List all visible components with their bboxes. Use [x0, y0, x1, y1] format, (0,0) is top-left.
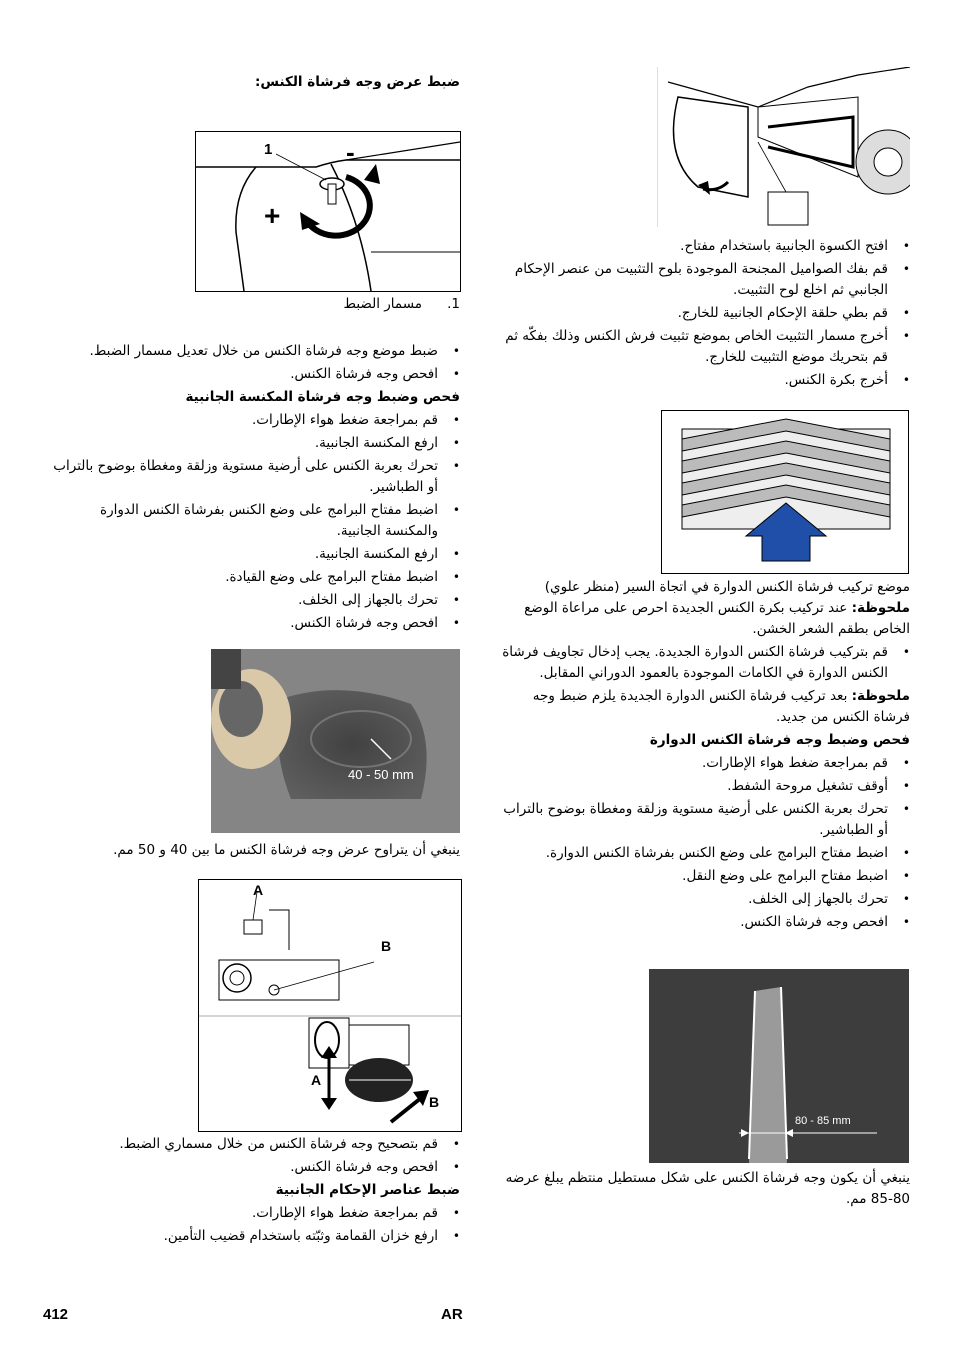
- right-text-block-1: [500, 236, 910, 393]
- list-item: • افحص وجه فرشاة الكنس.: [50, 364, 438, 385]
- label-a-bottom: A: [311, 1072, 322, 1088]
- list-item: • ارفع المكنسة الجانبية.: [50, 433, 438, 454]
- list-item: • قم بمراجعة ضغط هواء الإطارات.: [50, 410, 438, 431]
- caption: ينبغي أن يتراوح عرض وجه فرشاة الكنس ما بين 40 و 50 مم.: [113, 842, 460, 858]
- list-item: • ارفع خزان القمامة وثبّته باستخدام قضيب التأمين.: [50, 1226, 438, 1247]
- list-item: • أخرج مسمار التثبيت الخاص بموضع تثبيت فرش الكنس وذلك بفكّه ثم قم بتحريك موضع التثبيت للخارج.: [500, 326, 888, 368]
- list-item: • افحص وجه فرشاة الكنس.: [50, 613, 438, 634]
- left-text-block-1: [50, 341, 460, 636]
- photo-left-caption: [50, 840, 460, 861]
- photo-roller-pattern: [649, 969, 909, 1163]
- callout-1: 1: [264, 141, 273, 158]
- minus-sign: -: [346, 137, 355, 167]
- note-label: ملحوظة:: [851, 688, 910, 704]
- list-item: • افحص وجه فرشاة الكنس.: [500, 912, 888, 933]
- figure-adjust-screw: [195, 131, 461, 292]
- dimension-label: 80 - 85 mm: [795, 1115, 851, 1127]
- list-item: • اضبط مفتاح البرامج على وضع الكنس بفرشاة الكنس الدوارة والمكنسة الجانبية.: [50, 500, 438, 542]
- caption-number: 1.: [447, 296, 460, 312]
- list-item: • تحرك بالجهاز إلى الخلف.: [500, 889, 888, 910]
- list-item: • قم بتركيب فرشاة الكنس الدوارة الجديدة. يجب إدخال تجاويف فرشاة الكنس الدوارة في الكامات الموجودة بالعمود الدوراني المقابل.: [500, 642, 888, 684]
- left-title: [50, 70, 460, 95]
- locking-heading: ضبط عناصر الإحكام الجانبية: [275, 1182, 460, 1198]
- list-item: • تحرك بعربة الكنس على أرضية مستوية وزلقة ومغطاة بوضوح بالتراب أو الطباشير.: [500, 799, 888, 841]
- list-item: • قم بتصحيح وجه فرشاة الكنس من خلال مسماري الضبط.: [50, 1134, 438, 1155]
- list-item: • اضبط مفتاح البرامج على وضع القيادة.: [50, 567, 438, 588]
- roller-heading: فحص وضبط وجه فرشاة الكنس الدوارة: [649, 732, 910, 748]
- page-number: 412: [43, 1306, 69, 1323]
- figure1-caption: [50, 294, 460, 315]
- dimension-label: 40 - 50 mm: [348, 767, 414, 782]
- photo-right-caption: [500, 1168, 910, 1210]
- note-2: [500, 686, 910, 728]
- right-text-block-2: [500, 577, 910, 935]
- side-broom-heading: فحص وضبط وجه فرشاة المكنسة الجانبية: [185, 389, 460, 405]
- list-item: • اضبط مفتاح البرامج على وضع الكنس بفرشاة الكنس الدوارة.: [500, 843, 888, 864]
- figure-adjust-points: [198, 879, 462, 1132]
- plus-sign: +: [264, 200, 281, 231]
- list-item: • أوقف تشغيل مروحة الشفط.: [500, 776, 888, 797]
- list-item: • افتح الكسوة الجانبية باستخدام مفتاح.: [500, 236, 888, 257]
- list-item: • قم بطي حلقة الإحكام الجانبية للخارج.: [500, 303, 888, 324]
- chevron-caption: موضع تركيب فرشاة الكنس الدوارة في اتجاة السير (منظر علوي): [544, 579, 910, 595]
- list-item: • قم بمراجعة ضغط هواء الإطارات.: [500, 753, 888, 774]
- caption-text: مسمار الضبط: [343, 296, 422, 312]
- list-item: • قم بفك الصواميل المجنحة الموجودة بلوح التثبيت من عنصر الإحكام الجانبي ثم اخلع لوح التثبيت.: [500, 259, 888, 301]
- note-label: ملحوظة:: [851, 600, 910, 616]
- section-title-face-width: ضبط عرض وجه فرشاة الكنس:: [255, 74, 460, 90]
- note-1: [500, 598, 910, 640]
- list-item: • اضبط مفتاح البرامج على وضع النقل.: [500, 866, 888, 887]
- label-b-top: B: [381, 938, 392, 954]
- language-code: AR: [441, 1306, 463, 1323]
- list-item: • أخرج بكرة الكنس.: [500, 370, 888, 391]
- label-b-bottom: B: [429, 1094, 440, 1110]
- list-item: • تحرك بالجهاز إلى الخلف.: [50, 590, 438, 611]
- photo-side-broom-pattern: [211, 649, 460, 833]
- left-text-block-2: [50, 1134, 460, 1249]
- list-item: • ارفع المكنسة الجانبية.: [50, 544, 438, 565]
- note-text: عند تركيب بكرة الكنس الجديدة احرص على مراعاة الوضع الخاص بطقم الشعر الخشن.: [524, 600, 910, 637]
- list-item: • قم بمراجعة ضغط هواء الإطارات.: [50, 1203, 438, 1224]
- label-a-top: A: [253, 882, 264, 898]
- note-text: بعد تركيب فرشاة الكنس الدوارة الجديدة يلزم ضبط وجه فرشاة الكنس من جديد.: [532, 688, 910, 725]
- figure-side-panel: [657, 67, 910, 227]
- caption: ينبغي أن يكون وجه فرشاة الكنس على شكل مستطيل منتظم يبلغ عرضه 80-85 مم.: [505, 1170, 910, 1207]
- list-item: • ضبط موضع وجه فرشاة الكنس من خلال تعديل مسمار الضبط.: [50, 341, 438, 362]
- list-item: • افحص وجه فرشاة الكنس.: [50, 1157, 438, 1178]
- list-item: • تحرك بعربة الكنس على أرضية مستوية وزلقة ومغطاة بوضوح بالتراب أو الطباشير.: [50, 456, 438, 498]
- figure-roller-orientation: [661, 410, 909, 574]
